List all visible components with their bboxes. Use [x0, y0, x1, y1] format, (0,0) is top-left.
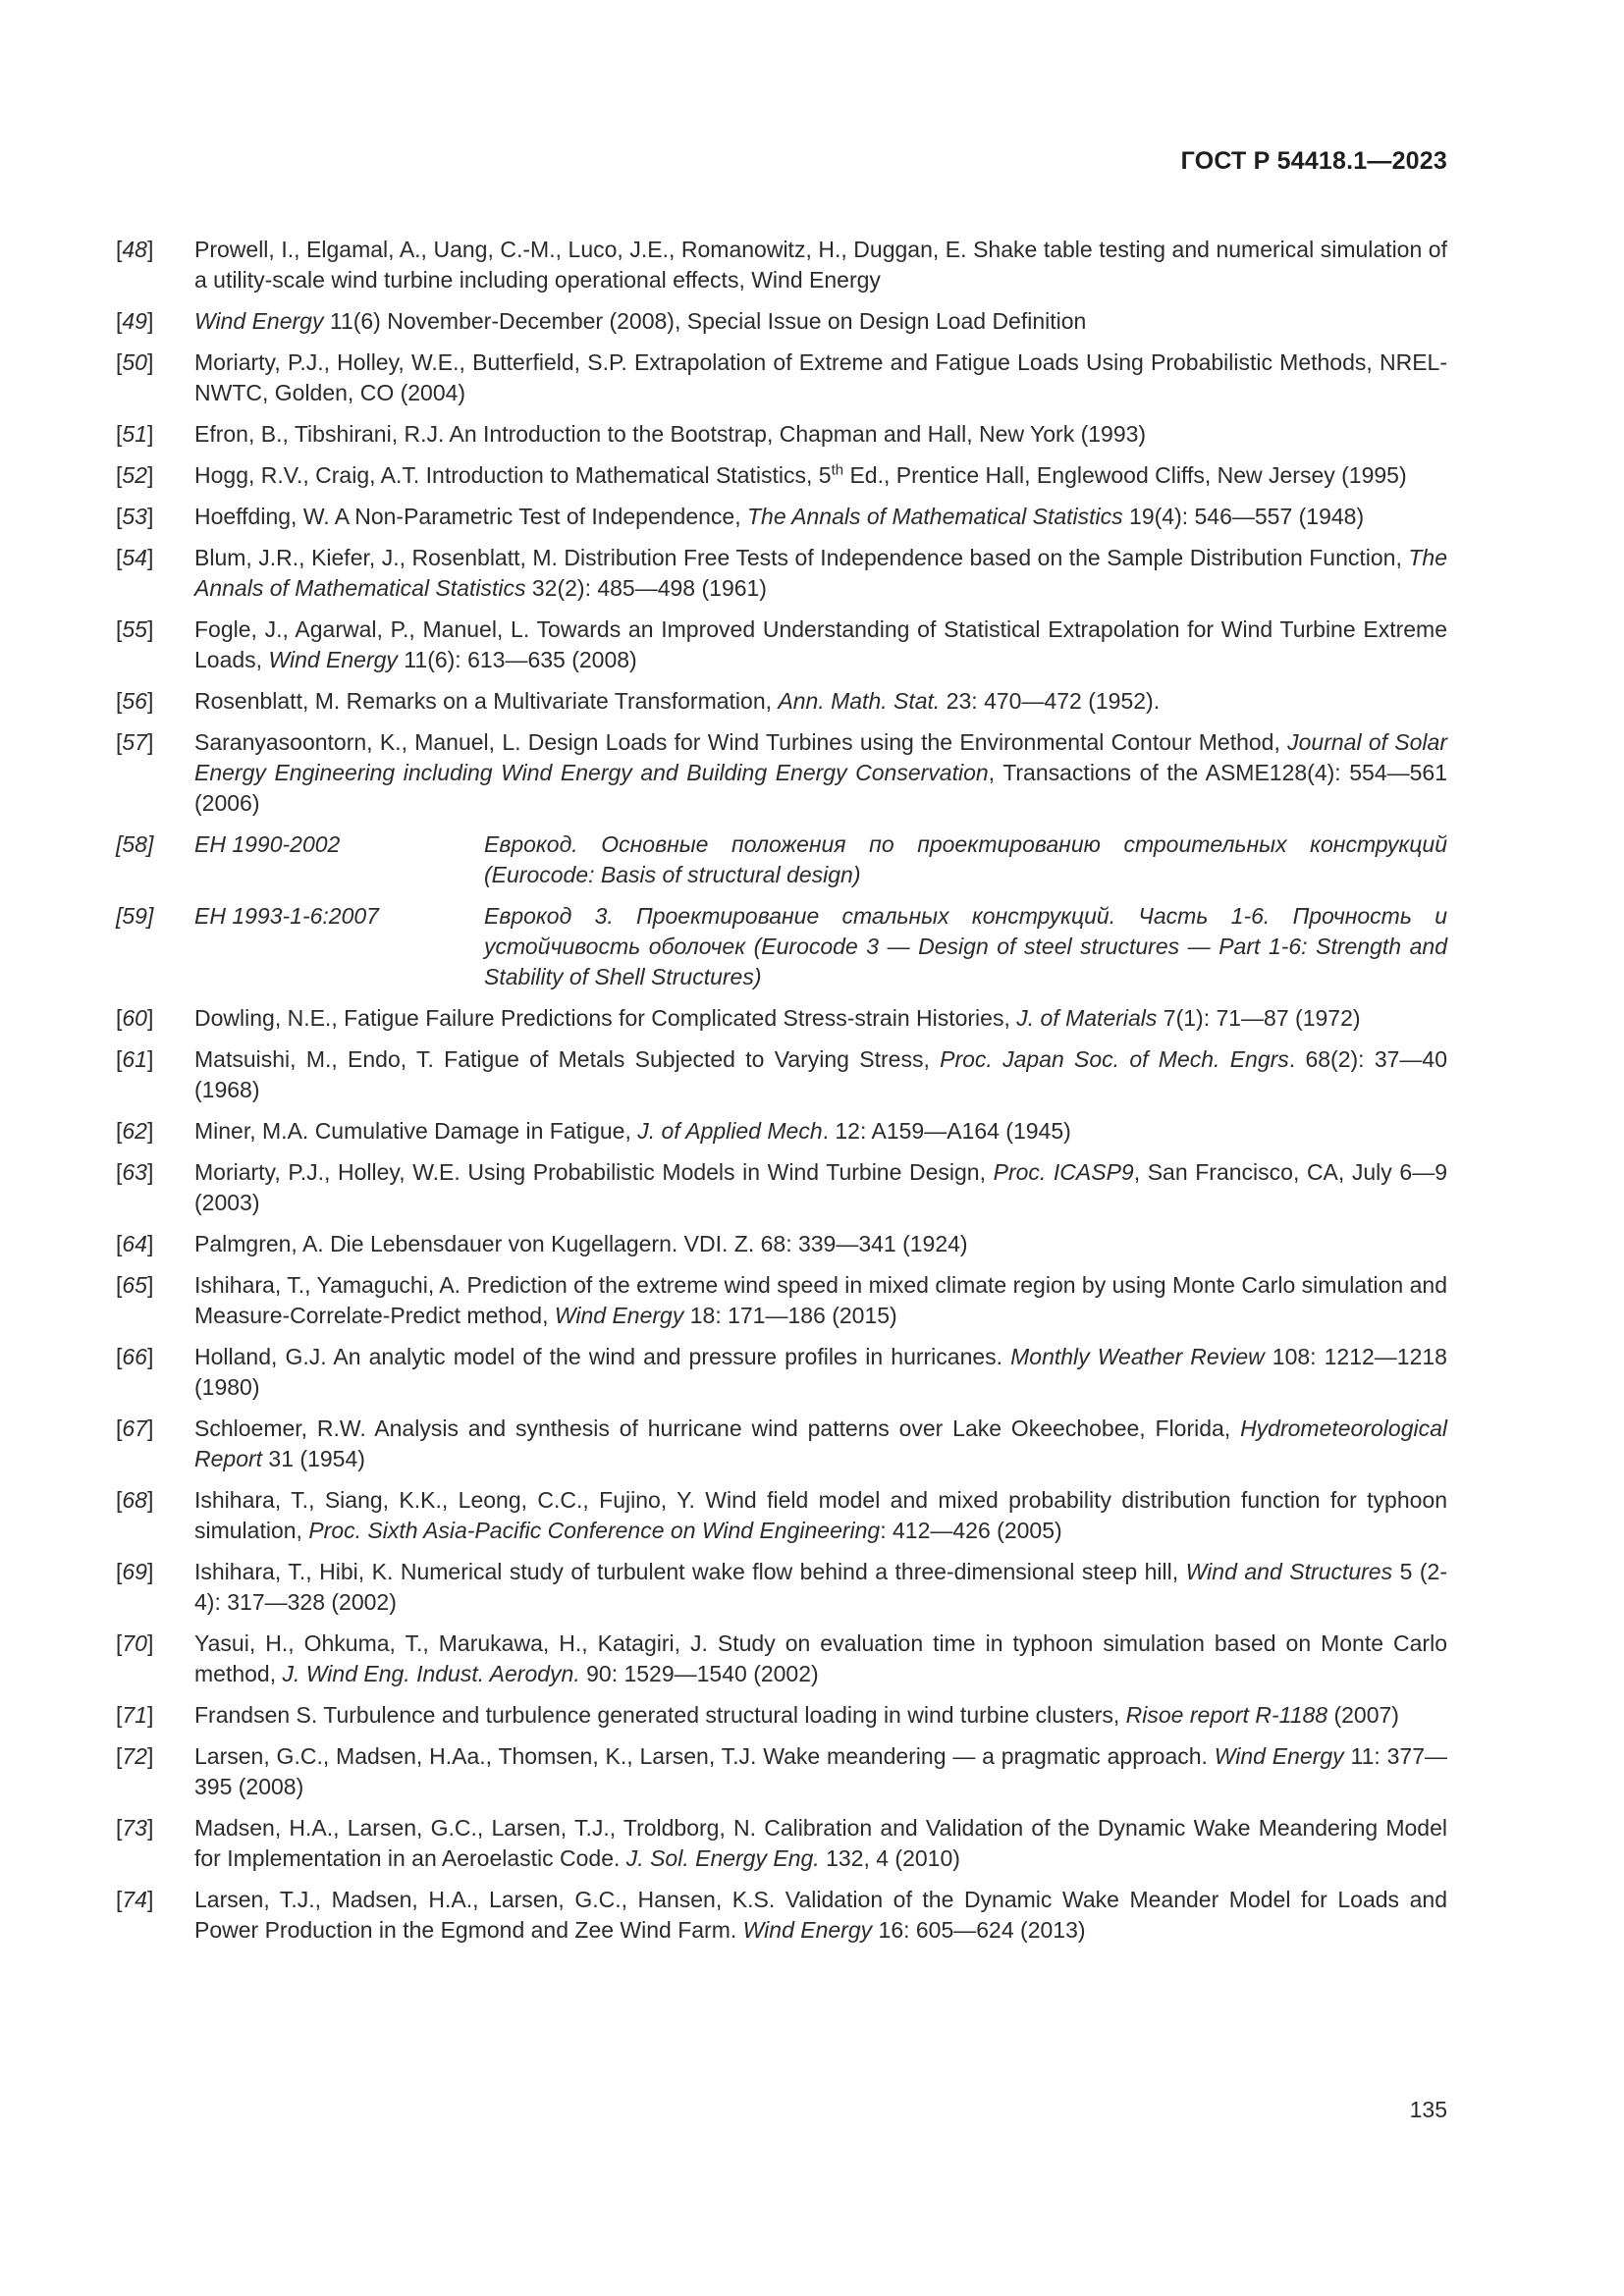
standard-title: Еврокод 3. Проектирование стальных конструкций. Часть 1-6. Прочность и устойчивость оболочек (Eurocode 3 — Design of steel structures — Part 1-6: Strength and Stability of Shell Structures) [484, 903, 1447, 989]
reference-segment: . 12: A159—A164 (1945) [822, 1118, 1071, 1144]
reference-number-value: 59 [122, 903, 147, 929]
reference-text [194, 347, 1447, 408]
reference-text [194, 235, 1447, 295]
reference-italic-segment: Risoe report R-1188 [1125, 1702, 1328, 1728]
reference-text [194, 1485, 1447, 1546]
reference-italic-segment: The Annals of Mathematical Statistics [746, 504, 1123, 529]
reference-segment: 18: 171—186 (2015) [683, 1303, 897, 1328]
reference-text [194, 1229, 1447, 1259]
reference-segment: 32(2): 485—498 (1961) [525, 575, 767, 601]
reference-segment: Dowling, N.E., Fatigue Failure Predictions for Complicated Stress-strain Histories, [194, 1005, 1017, 1031]
reference-number: [61] [116, 1046, 154, 1072]
reference-segment: Moriarty, P.J., Holley, W.E., Butterfield, S.P. Extrapolation of Extreme and Fatigue Loads Using Probabilistic Methods, NREL-NWTC, Golden, CO (2004) [194, 349, 1447, 405]
reference-segment: , Transactions of the ASME128(4): 554—561 (2006) [194, 760, 1447, 816]
reference-entry [116, 1342, 1447, 1403]
reference-number: [60] [116, 1005, 154, 1031]
reference-entry [116, 419, 1447, 450]
reference-number-value: 74 [122, 1887, 147, 1912]
reference-entry [116, 306, 1447, 337]
reference-entry [116, 727, 1447, 819]
reference-italic-segment: Proc. Japan Soc. of Mech. Engrs [940, 1046, 1289, 1072]
reference-italic-segment: Proc. Sixth Asia-Pacific Conference on Wind Engineering [308, 1518, 881, 1543]
reference-entry [116, 1270, 1447, 1331]
reference-italic-segment: Wind and Structures [1185, 1559, 1393, 1584]
reference-number: [52] [116, 462, 154, 488]
reference-segment: Hoeffding, W. A Non-Parametric Test of Independence, [194, 504, 747, 529]
reference-italic-segment: J. of Applied Mech [637, 1118, 823, 1144]
reference-entry [116, 1741, 1447, 1802]
reference-italic-segment: Journal of Solar Energy Engineering including Wind Energy and Building Energy Conservation [194, 729, 1447, 785]
reference-entry [116, 235, 1447, 295]
reference-segment: 108: 1212—1218 (1980) [194, 1344, 1447, 1400]
reference-number-value: 63 [122, 1159, 147, 1185]
reference-segment: 11(6) November-December (2008), Special Issue on Design Load Definition [323, 308, 1087, 334]
reference-text [194, 1044, 1447, 1105]
reference-italic-segment: J. of Materials [1016, 1005, 1158, 1031]
reference-segment: Matsuishi, M., Endo, T. Fatigue of Metals Subjected to Varying Stress, [194, 1046, 941, 1072]
standard-code: EH 1990-2002 [194, 831, 341, 857]
reference-italic-segment: Proc. ICASP9 [993, 1159, 1134, 1185]
reference-entry [116, 829, 1447, 890]
reference-segment: Hogg, R.V., Craig, A.T. Introduction to Mathematical Statistics, 5 [194, 462, 832, 488]
reference-italic-segment: Wind Energy [742, 1917, 873, 1943]
document-id-header: ГОСТ Р 54418.1—2023 [1180, 147, 1447, 175]
reference-italic-segment: Monthly Weather Review [1010, 1344, 1265, 1369]
reference-segment: Larsen, T.J., Madsen, H.A., Larsen, G.C., Hansen, K.S. Validation of the Dynamic Wake Meander Model for Loads and Power Production in the Egmond and Zee Wind Farm. [194, 1887, 1447, 1943]
reference-text [194, 419, 1447, 450]
reference-segment: Blum, J.R., Kiefer, J., Rosenblatt, M. Distribution Free Tests of Independence based on the Sample Distribution Function, [194, 545, 1409, 570]
reference-number: [66] [116, 1344, 154, 1369]
reference-italic-segment: Hydrometeorological Report [194, 1415, 1447, 1471]
reference-number: [59] [116, 903, 154, 929]
reference-segment: Moriarty, P.J., Holley, W.E. Using Probabilistic Models in Wind Turbine Design, [194, 1159, 994, 1185]
reference-segment: Ishihara, T., Siang, K.K., Leong, C.C., Fujino, Y. Wind field model and mixed probability distribution function for typhoon simulation, [194, 1487, 1447, 1543]
reference-number: [65] [116, 1272, 154, 1298]
reference-entry [116, 1813, 1447, 1874]
reference-number-value: 57 [122, 729, 147, 755]
reference-segment: 90: 1529—1540 (2002) [579, 1661, 819, 1686]
reference-text [194, 1270, 1447, 1331]
reference-number: [64] [116, 1231, 154, 1256]
reference-number-value: 62 [122, 1118, 147, 1144]
standard-title: Еврокод. Основные положения по проектированию строительных конструкций (Eurocode: Basis of structural design) [484, 831, 1447, 887]
reference-number: [58] [116, 831, 154, 857]
reference-number: [51] [116, 421, 154, 447]
reference-segment: Rosenblatt, M. Remarks on a Multivariate Transformation, [194, 688, 779, 714]
reference-entry [116, 1229, 1447, 1259]
standard-code: EH 1993-1-6:2007 [194, 903, 379, 929]
reference-entry [116, 460, 1447, 491]
reference-text [194, 614, 1447, 675]
reference-number: [63] [116, 1159, 154, 1185]
reference-text [194, 1885, 1447, 1946]
reference-text [194, 1629, 1447, 1689]
reference-text [194, 686, 1447, 717]
reference-superscript: th [831, 461, 844, 479]
reference-number-value: 48 [122, 237, 147, 262]
reference-segment: 19(4): 546—557 (1948) [1122, 504, 1365, 529]
reference-segment: Efron, B., Tibshirani, R.J. An Introduction to the Bootstrap, Chapman and Hall, New York (1993) [194, 421, 1147, 447]
reference-number: [49] [116, 308, 154, 334]
reference-entry [116, 1414, 1447, 1474]
reference-number-value: 53 [122, 504, 147, 529]
reference-number-value: 60 [122, 1005, 147, 1031]
reference-segment: Schloemer, R.W. Analysis and synthesis of hurricane wind patterns over Lake Okeechobee, Florida, [194, 1415, 1241, 1441]
reference-number: [68] [116, 1487, 154, 1513]
reference-number-value: 69 [122, 1559, 147, 1584]
reference-number: [67] [116, 1415, 154, 1441]
reference-segment: 11(6): 613—635 (2008) [397, 647, 637, 672]
reference-text [194, 1741, 1447, 1802]
reference-segment: 23: 470—472 (1952). [940, 688, 1161, 714]
reference-italic-segment: Wind Energy [268, 647, 398, 672]
reference-entry [116, 614, 1447, 675]
reference-segment: (2007) [1327, 1702, 1399, 1728]
reference-entry [116, 1557, 1447, 1618]
reference-number-value: 54 [122, 545, 147, 570]
reference-number-value: 72 [122, 1743, 147, 1769]
reference-number: [54] [116, 545, 154, 570]
reference-number-value: 58 [122, 831, 147, 857]
reference-number: [50] [116, 349, 154, 375]
reference-entry [116, 1116, 1447, 1147]
reference-italic-segment: Wind Energy [194, 308, 324, 334]
reference-text [194, 727, 1447, 819]
reference-segment: , San Francisco, CA, July 6—9 (2003) [194, 1159, 1447, 1215]
reference-number-value: 55 [122, 616, 147, 642]
reference-segment: Larsen, G.C., Madsen, H.Aa., Thomsen, K., Larsen, T.J. Wake meandering — a pragmatic approach. [194, 1743, 1215, 1769]
reference-segment: Ed., Prentice Hall, Englewood Cliffs, New Jersey (1995) [843, 462, 1407, 488]
reference-number-value: 66 [122, 1344, 147, 1369]
reference-number: [48] [116, 237, 154, 262]
reference-entry [116, 1629, 1447, 1689]
reference-number: [72] [116, 1743, 154, 1769]
reference-italic-segment: Wind Energy [1214, 1743, 1344, 1769]
reference-segment: Yasui, H., Ohkuma, T., Marukawa, H., Katagiri, J. Study on evaluation time in typhoon simulation based on Monte Carlo method, [194, 1630, 1447, 1686]
reference-segment: : 412—426 (2005) [880, 1518, 1062, 1543]
reference-segment: 132, 4 (2010) [819, 1845, 960, 1871]
reference-segment: 5 (2-4): 317—328 (2002) [194, 1559, 1447, 1615]
reference-segment: Palmgren, A. Die Lebensdauer von Kugellagern. VDI. Z. 68: 339—341 (1924) [194, 1231, 968, 1256]
reference-segment: . 68(2): 37—40 (1968) [194, 1046, 1447, 1102]
reference-number-value: 71 [122, 1702, 147, 1728]
reference-number-value: 67 [122, 1415, 147, 1441]
reference-number: [62] [116, 1118, 154, 1144]
reference-text [194, 1342, 1447, 1403]
reference-text [194, 1557, 1447, 1618]
reference-italic-segment: Ann. Math. Stat. [778, 688, 941, 714]
reference-italic-segment: J. Wind Eng. Indust. Aerodyn. [282, 1661, 580, 1686]
reference-segment: Holland, G.J. An analytic model of the wind and pressure profiles in hurricanes. [194, 1344, 1011, 1369]
reference-entry [116, 1700, 1447, 1731]
reference-segment: Saranyasoontorn, K., Manuel, L. Design Loads for Wind Turbines using the Environmental Contour Method, [194, 729, 1288, 755]
reference-entry [116, 347, 1447, 408]
reference-number: [73] [116, 1815, 154, 1841]
reference-segment: Ishihara, T., Yamaguchi, A. Prediction of the extreme wind speed in mixed climate region by using Monte Carlo simulation and Measure-Correlate-Predict method, [194, 1272, 1447, 1328]
reference-segment: Fogle, J., Agarwal, P., Manuel, L. Towards an Improved Understanding of Statistical Extrapolation for Wind Turbine Extreme Loads, [194, 616, 1447, 672]
reference-number: [69] [116, 1559, 154, 1584]
reference-text [194, 502, 1447, 532]
reference-segment: Prowell, I., Elgamal, A., Uang, C.-M., Luco, J.E., Romanowitz, H., Duggan, E. Shake table testing and numerical simulation of a utility-scale wind turbine including operational effects, Wind Energy [194, 237, 1447, 293]
reference-text [194, 306, 1447, 337]
bibliography-list [116, 235, 1447, 1956]
reference-segment: Ishihara, T., Hibi, K. Numerical study of turbulent wake flow behind a three-dimensional steep hill, [194, 1559, 1186, 1584]
reference-text [194, 1003, 1447, 1034]
reference-number-value: 50 [122, 349, 147, 375]
reference-text [194, 1157, 1447, 1218]
reference-number-value: 70 [122, 1630, 147, 1656]
page-number: 135 [1409, 2097, 1447, 2122]
reference-number-value: 52 [122, 462, 147, 488]
reference-number-value: 73 [122, 1815, 147, 1841]
reference-number-value: 68 [122, 1487, 147, 1513]
reference-entry [116, 543, 1447, 604]
reference-segment: Miner, M.A. Cumulative Damage in Fatigue, [194, 1118, 638, 1144]
reference-number: [55] [116, 616, 154, 642]
reference-segment: Frandsen S. Turbulence and turbulence generated structural loading in wind turbine clusters, [194, 1702, 1126, 1728]
reference-number-value: 56 [122, 688, 147, 714]
reference-entry [116, 502, 1447, 532]
reference-text [194, 1813, 1447, 1874]
reference-entry [116, 901, 1447, 992]
reference-entry [116, 1157, 1447, 1218]
reference-text [194, 543, 1447, 604]
reference-number: [53] [116, 504, 154, 529]
reference-entry [116, 686, 1447, 717]
reference-number-value: 49 [122, 308, 147, 334]
reference-italic-segment: Wind Energy [554, 1303, 684, 1328]
reference-number: [57] [116, 729, 154, 755]
reference-entry [116, 1003, 1447, 1034]
reference-entry [116, 1044, 1447, 1105]
reference-number: [71] [116, 1702, 154, 1728]
reference-text [194, 1116, 1447, 1147]
reference-segment: Madsen, H.A., Larsen, G.C., Larsen, T.J., Troldborg, N. Calibration and Validation of the Dynamic Wake Meandering Model for Implementation in an Aeroelastic Code. [194, 1815, 1447, 1871]
reference-number-value: 61 [122, 1046, 147, 1072]
reference-segment: 16: 605—624 (2013) [872, 1917, 1086, 1943]
reference-text [194, 1414, 1447, 1474]
reference-text [194, 460, 1447, 491]
reference-number: [74] [116, 1887, 154, 1912]
reference-number-value: 65 [122, 1272, 147, 1298]
reference-number-value: 51 [122, 421, 147, 447]
reference-segment: 11: 377—395 (2008) [194, 1743, 1448, 1799]
reference-number: [70] [116, 1630, 154, 1656]
reference-segment: 7(1): 71—87 (1972) [1157, 1005, 1361, 1031]
reference-italic-segment: The Annals of Mathematical Statistics [194, 545, 1447, 601]
reference-entry [116, 1485, 1447, 1546]
reference-segment: 31 (1954) [262, 1446, 365, 1471]
reference-number-value: 64 [122, 1231, 147, 1256]
reference-entry [116, 1885, 1447, 1946]
reference-number: [56] [116, 688, 154, 714]
reference-italic-segment: J. Sol. Energy Eng. [625, 1845, 820, 1871]
reference-text [194, 1700, 1447, 1731]
